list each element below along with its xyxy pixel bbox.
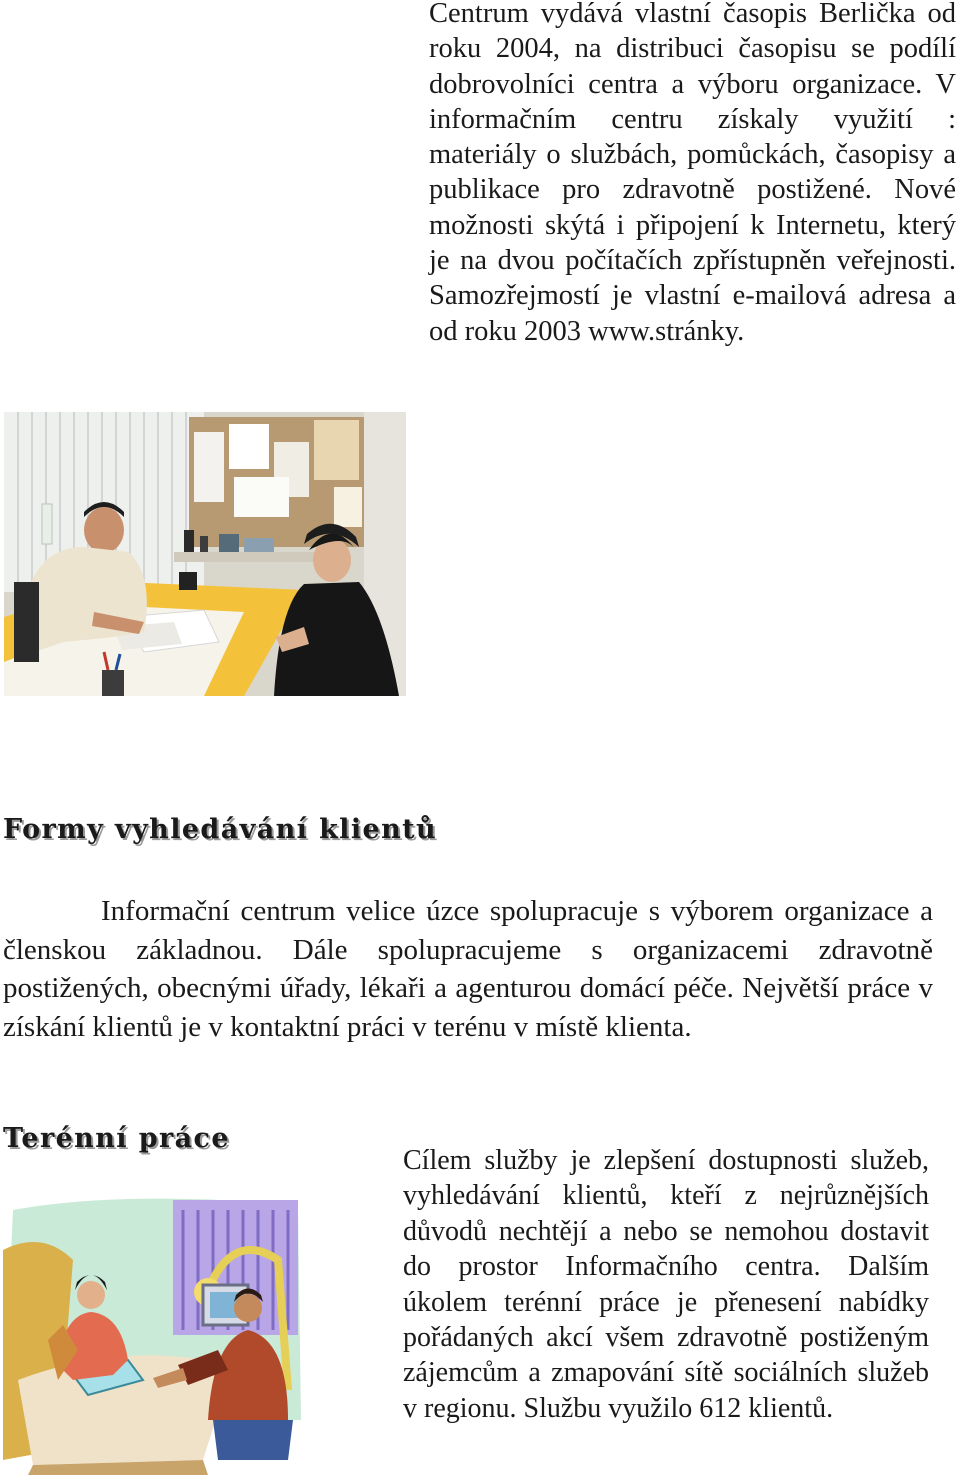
forms-paragraph: Informační centrum velice úzce spolupracuje s výborem organizace a členskou základnou. Dále spolupracujeme s organizacemi zdravotně postižených, obecnými úřady, lékaři a agenturou domácí péče. Největší práce v získání klientů je v kontaktní práci v terénu v místě klienta.: [3, 895, 933, 1043]
section-heading-forms: Formy vyhledávání klientů: [3, 814, 438, 845]
field-work-paragraph: Cílem služby je zlepšení dostupnosti služeb, vyhledávání klientů, kteří z nejrůznějších důvodů nechtějí a nebo se nemohou dostavit do prostor Informačního centra. Dalším úkolem terénní práce je přenesení nabídky pořádaných akcí všem zdravotně postiženým zájemcům a zmapování sítě sociálních služeb v regionu. Službu využilo 612 klientů.: [403, 1145, 929, 1424]
consultation-clipart: [3, 1190, 303, 1475]
office-photo: [4, 412, 406, 696]
intro-paragraph: Centrum vydává vlastní časopis Berlička od roku 2004, na distribuci časopisu se podílí dobrovolníci centra a výboru organizace. V informačním centru získaly využití : materiály o službách, pomůckách, časopisy a publikace pro zdravotně postižené. Nové možnosti skýtá i připojení k Internetu, který je na dvou počítačích zpřístupněn veřejnosti. Samozřejmostí je vlastní e-mailová adresa a od roku 2003 www.stránky.: [429, 0, 956, 347]
section-heading-field-work: Terénní práce: [3, 1123, 230, 1154]
